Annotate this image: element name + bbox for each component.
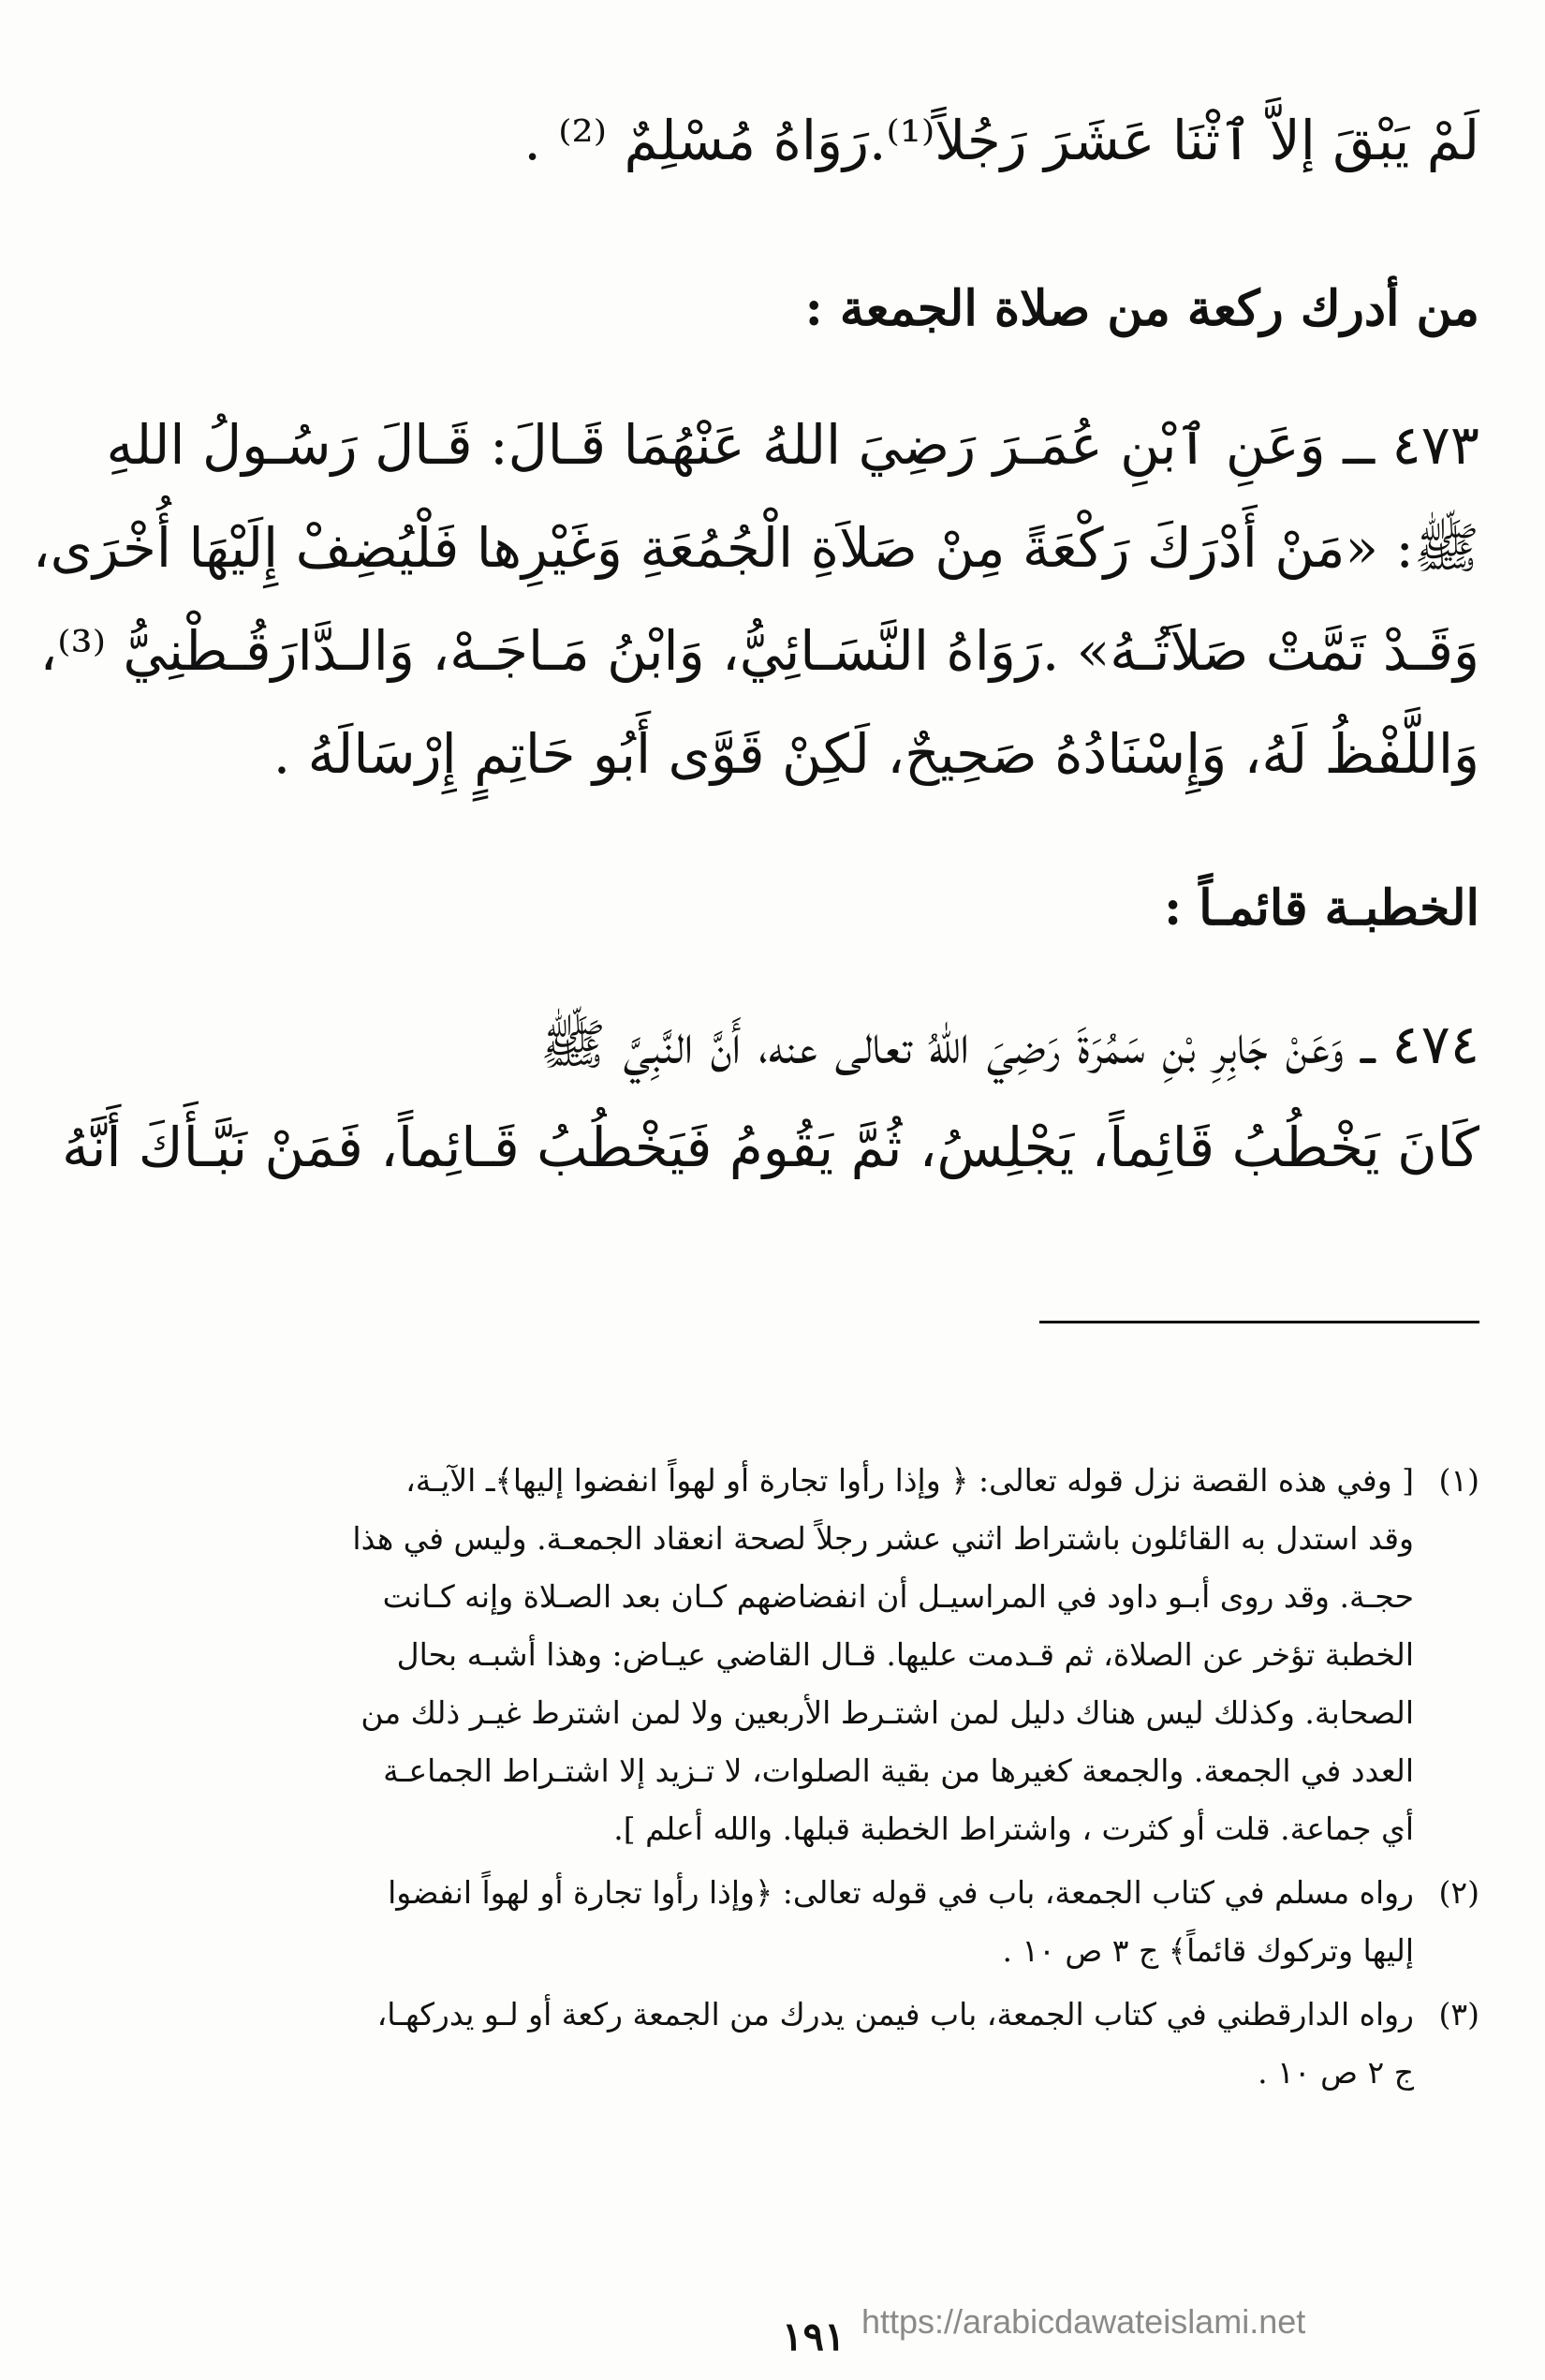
footnote-2-number: (٢) xyxy=(1438,1874,1479,1911)
footnote-divider xyxy=(1039,1321,1479,1323)
footnote-2-text-1: رواه مسلم في كتاب الجمعة، باب في قوله تعالى: ﴿وإذا رأوا تجارة أو لهواً انفضوا xyxy=(388,1874,1414,1911)
footnote-1-line-5: الصحابة. وكذلك ليس هناك دليل لمن اشتـرط الأربعين ولا لمن اشترط غيـر ذلك من xyxy=(360,1694,1414,1731)
hadith-474-line-2: كَانَ يَخْطُبُ قَائِماً، يَجْلِسُ، ثُمَّ يَقُومُ فَيَخْطُبُ قَـائِماً، فَمَنْ نَبَّـأَكَ أَنَّهُ xyxy=(62,1116,1479,1179)
page-number: ١٩١ xyxy=(782,2313,846,2359)
section-heading-2: الخطبـة قائمـاً : xyxy=(1163,880,1479,937)
footnote-3-line-2: ج ٢ ص ١٠ . xyxy=(1258,2054,1414,2091)
section-heading-1: من أدرك ركعة من صلاة الجمعة : xyxy=(804,280,1479,337)
footnote-1-line-2: وقد استدل به القائلون باشتراط اثني عشر رجلاً لصحة انعقاد الجمعـة. وليس في هذا xyxy=(352,1520,1414,1557)
footnote-3-number: (٣) xyxy=(1438,1996,1479,2033)
hadith-473-line-1: ٤٧٣ ــ وَعَنِ ٱبْنِ عُمَـرَ رَضِيَ اللهُ عَنْهُمَا قَـالَ: قَـالَ رَسُـولُ اللهِ xyxy=(106,413,1479,477)
footnote-1-line-7: أي جماعة. قلت أو كثرت ، واشتراط الخطبة قبلها. والله أعلم ]. xyxy=(613,1811,1414,1847)
footnote-2-line-1 xyxy=(159,1864,1479,1922)
footnote-1-line-3: حجـة. وقد روى أبـو داود في المراسيـل أن انفضاضهم كـان بعد الصـلاة وإنه كـانت xyxy=(382,1578,1414,1615)
hadith-473-line-2: ﷺ: «مَنْ أَدْرَكَ رَكْعَةً مِنْ صَلاَةِ الْجُمُعَةِ وَغَيْرِها فَلْيُضِفْ إِلَيْهَا أُخْرَى، xyxy=(32,516,1479,580)
footnote-1-line-4: الخطبة تؤخر عن الصلاة، ثم قـدمت عليها. قـال القاضي عيـاض: وهذا أشبـه بحال xyxy=(396,1636,1414,1673)
footnote-1-text-1: [ وفي هذه القصة نزل قوله تعالى: ﴿ وإذا رأوا تجارة أو لهواً انفضوا إليها﴾ـ الآيـة، xyxy=(405,1462,1414,1499)
top-line: لَمْ يَبْقَ إلاَّ ٱثْنَا عَشَرَ رَجُلاً⁽¹⁾.رَوَاهُ مُسْلِمٌ ⁽²⁾ . xyxy=(523,109,1479,172)
hadith-473-line-4: وَاللَّفْظُ لَهُ، وَإِسْنَادُهُ صَحِيحٌ، لَكِنْ قَوَّى أَبُو حَاتِمٍ إِرْسَالَهُ . xyxy=(272,722,1479,786)
footnote-3-text-1: رواه الدارقطني في كتاب الجمعة، باب فيمن يدرك من الجمعة ركعة أو لـو يدركهـا، xyxy=(376,1996,1414,2033)
footnote-3-line-1 xyxy=(159,1986,1479,2044)
footnote-2-line-2: إليها وتركوك قائماً﴾ ج ٣ ص ١٠ . xyxy=(1002,1932,1414,1969)
watermark-url: https://arabicdawateislami.net xyxy=(861,2302,1306,2341)
footnote-1-number: (١) xyxy=(1438,1462,1479,1499)
hadith-473-line-3: وَقَـدْ تَمَّتْ صَلاَتُـهُ» .رَوَاهُ النَّسَـائِيُّ، وَابْنُ مَـاجَـهْ، وَالـدَّارَقُـطْنِيُّ ⁽³⁾، xyxy=(39,619,1479,683)
footnote-1-line-6: العدد في الجمعة. والجمعة كغيرها من بقية الصلوات، لا تـزيد إلا اشتـراط الجماعـة xyxy=(383,1752,1414,1789)
hadith-474-line-1: ٤٧٤ ــ وَعَنْ جَابِرِ بْنِ سَمُرَةَ رَضِيَ اللهُ تعالى عنه، أَنَّ النَّبِيَّ ﷺ xyxy=(540,1013,1479,1076)
footnote-1-line-1 xyxy=(159,1452,1479,1510)
